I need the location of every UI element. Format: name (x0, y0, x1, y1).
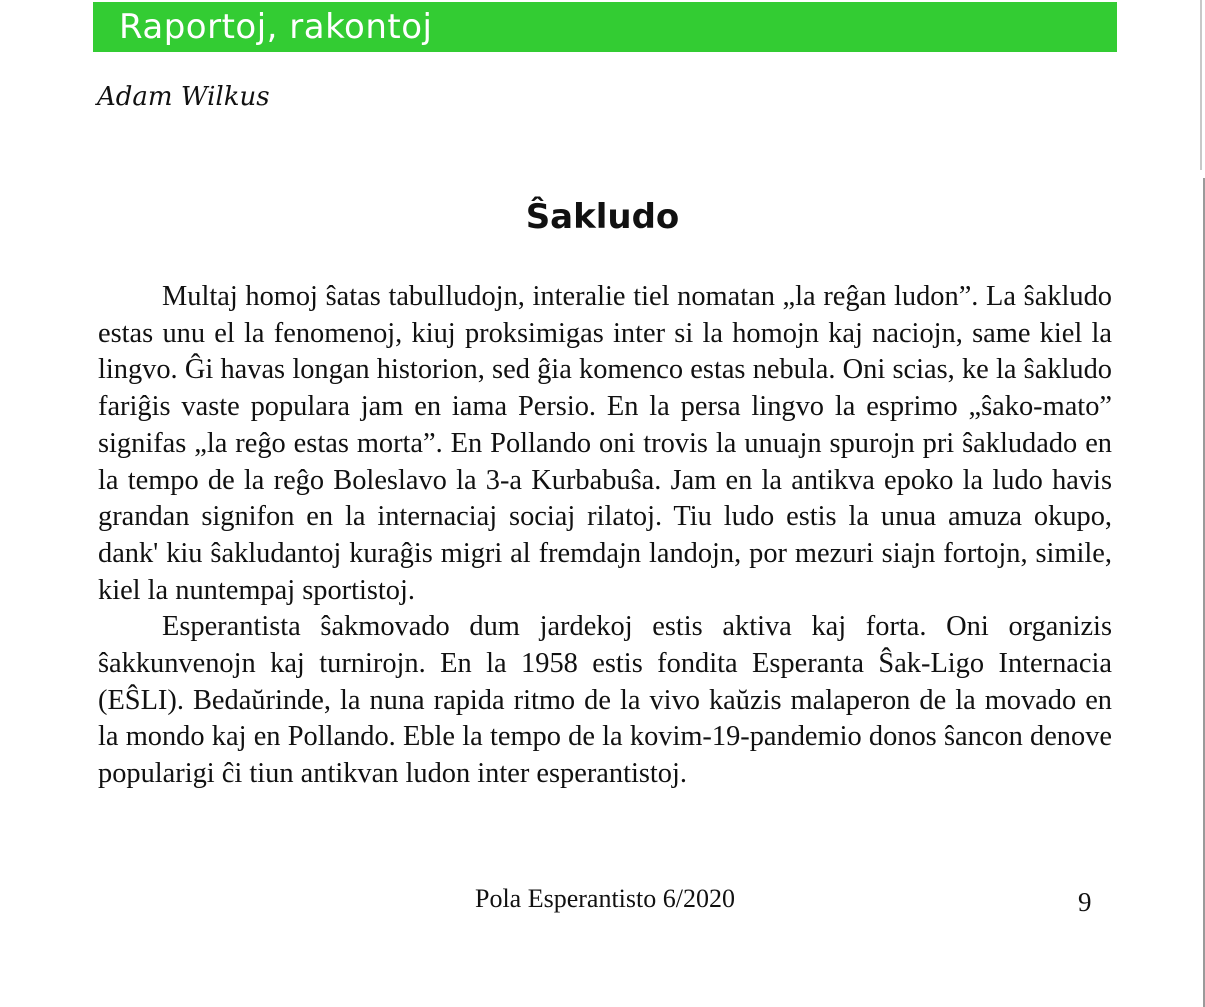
page-number: 9 (1078, 887, 1092, 917)
article-paragraph-2: Esperantista ŝakmovado dum jardekoj estis aktiva kaj forta. Oni organizis ŝakkunvenojn kaj turnirojn. En la 1958 estis fondita Esperanta Ŝak-Ligo Internacia (EŜLI). Bedaŭrinde, la nuna rapida ritmo de la vivo kaŭzis malaperon de la movado en la mondo kaj en Pollando. Eble la tempo de la kovim-19-pandemio donos ŝancon denove popularigi ĉi tiun antikvan ludon inter esperantistoj. (98, 611, 1112, 790)
section-title: Raportoj, rakontoj (119, 7, 433, 47)
article-title-text: Ŝakludo (525, 197, 680, 237)
viewer-edge-top (1200, 0, 1202, 170)
article-title (0, 197, 1205, 237)
section-banner (93, 2, 1117, 52)
article-body (98, 279, 1112, 793)
article-author: Adam Wilkus (97, 82, 270, 112)
article-paragraph-1: Multaj homoj ŝatas tabulludojn, interalie tiel nomatan „la reĝan ludon”. La ŝakludo estas unu el la fenomenoj, kiuj proksimigas inter si la homojn kaj naciojn, same kiel la lingvo. Ĝi havas longan historion, sed ĝia komenco estas nebula. Oni scias, ke la ŝakludo fariĝis vaste populara jam en iama Persio. En la persa lingvo la esprimo „ŝako-mato” signifas „la reĝo estas morta”. En Pollando oni trovis la unuajn spurojn pri ŝakludado en la tempo de la reĝo Boleslavo la 3-a Kurbabuŝa. Jam en la antikva epoko la ludo havis grandan signifon en la internaciaj sociaj rilatoj. Tiu ludo estis la unua amuza okupo, dank' kiu ŝakludantoj kuraĝis migri al fremdajn landojn, por mezuri siajn fortojn, simile, kiel la nuntempaj sportistoj. (98, 281, 1112, 606)
footer-journal: Pola Esperantisto 6/2020 (475, 884, 735, 913)
